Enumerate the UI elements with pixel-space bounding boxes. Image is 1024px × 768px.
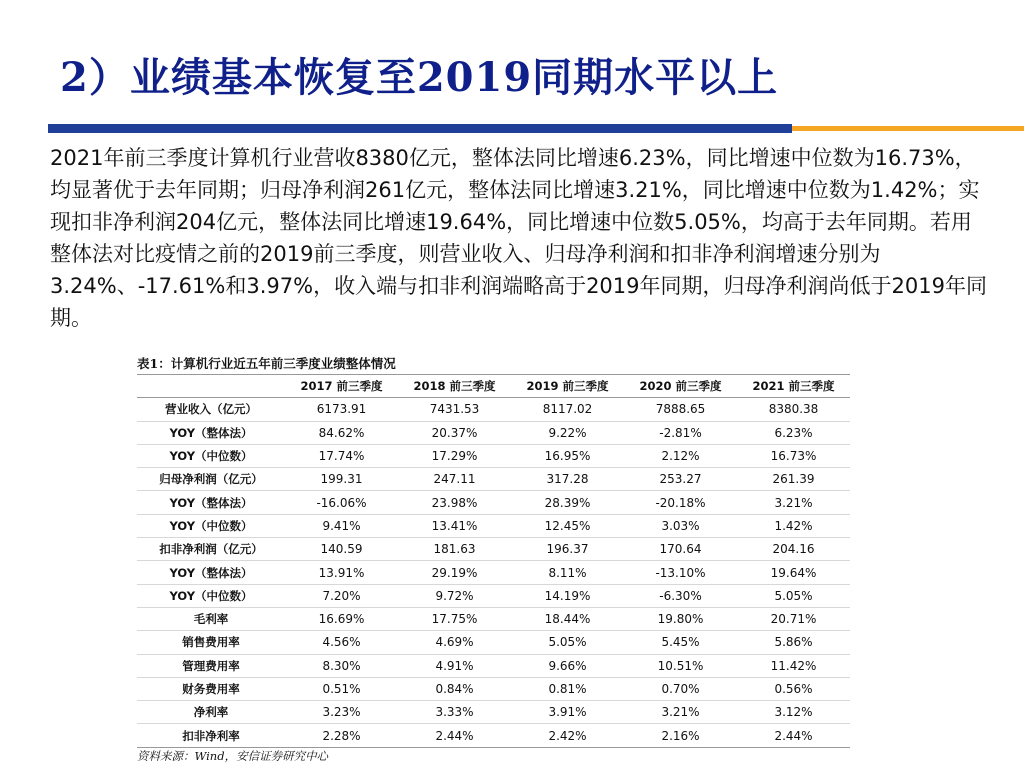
value-cell: 9.66% [511, 654, 624, 677]
value-cell: 8.11% [511, 561, 624, 584]
value-cell: 18.44% [511, 607, 624, 630]
title-underline-orange [792, 126, 1024, 131]
value-cell: 8.30% [285, 654, 398, 677]
table-row [137, 631, 850, 654]
table-row [137, 724, 850, 747]
value-cell: 16.73% [737, 444, 850, 467]
value-cell: 5.05% [737, 584, 850, 607]
row-label-cell: YOY（中位数） [137, 444, 285, 467]
value-cell: 5.05% [511, 631, 624, 654]
value-cell: 261.39 [737, 468, 850, 491]
value-cell: 17.29% [398, 444, 511, 467]
value-cell: -13.10% [624, 561, 737, 584]
header-cell-2021: 2021 前三季度 [737, 375, 850, 398]
header-cell-2020: 2020 前三季度 [624, 375, 737, 398]
value-cell: 13.91% [285, 561, 398, 584]
value-cell: 204.16 [737, 538, 850, 561]
value-cell: 140.59 [285, 538, 398, 561]
table-row [137, 444, 850, 467]
value-cell: 2.16% [624, 724, 737, 747]
value-cell: 13.41% [398, 514, 511, 537]
row-label-cell: YOY（中位数） [137, 584, 285, 607]
value-cell: 3.03% [624, 514, 737, 537]
value-cell: 8380.38 [737, 398, 850, 421]
table-row [137, 584, 850, 607]
row-label-cell: YOY（整体法） [137, 561, 285, 584]
value-cell: 5.45% [624, 631, 737, 654]
value-cell: 3.21% [737, 491, 850, 514]
value-cell: 29.19% [398, 561, 511, 584]
value-cell: -20.18% [624, 491, 737, 514]
row-label-cell: 管理费用率 [137, 654, 285, 677]
summary-paragraph: 2021年前三季度计算机行业营收8380亿元，整体法同比增速6.23%，同比增速中位数为16.73%，均显著优于去年同期；归母净利润261亿元，整体法同比增速3.21%，同比增速中位数为1.42%；实现扣非净利润204亿元，整体法同比增速19.64%，同比增速中位数5.05%，均高于去年同期。若用整体法对比疫情之前的2019前三季度，则营业收入、归母净利润和扣非净利润增速分别为3.24%、-17.61%和3.97%，收入端与扣非利润端略高于2019年同期，归母净利润尚低于2019年同期。 [50, 146, 987, 330]
table-row [137, 677, 850, 700]
value-cell: 3.21% [624, 701, 737, 724]
value-cell: 2.28% [285, 724, 398, 747]
value-cell: 7431.53 [398, 398, 511, 421]
header-cell-2018: 2018 前三季度 [398, 375, 511, 398]
value-cell: 0.70% [624, 677, 737, 700]
value-cell: 6173.91 [285, 398, 398, 421]
value-cell: 20.71% [737, 607, 850, 630]
value-cell: 3.12% [737, 701, 850, 724]
value-cell: 0.56% [737, 677, 850, 700]
header-cell-2019: 2019 前三季度 [511, 375, 624, 398]
value-cell: 3.33% [398, 701, 511, 724]
value-cell: 12.45% [511, 514, 624, 537]
value-cell: 23.98% [398, 491, 511, 514]
value-cell: -16.06% [285, 491, 398, 514]
value-cell: 16.69% [285, 607, 398, 630]
table-row [137, 538, 850, 561]
value-cell: -6.30% [624, 584, 737, 607]
value-cell: 9.22% [511, 421, 624, 444]
value-cell: 17.75% [398, 607, 511, 630]
table-row [137, 701, 850, 724]
value-cell: 0.81% [511, 677, 624, 700]
row-label-cell: 营业收入（亿元） [137, 398, 285, 421]
value-cell: 28.39% [511, 491, 624, 514]
row-label-cell: 财务费用率 [137, 677, 285, 700]
value-cell: 170.64 [624, 538, 737, 561]
title-underline-blue [48, 124, 792, 133]
table-caption: 表1：计算机行业近五年前三季度业绩整体情况 [137, 356, 396, 371]
value-cell: 0.51% [285, 677, 398, 700]
value-cell: 247.11 [398, 468, 511, 491]
row-label-cell: YOY（整体法） [137, 491, 285, 514]
value-cell: 199.31 [285, 468, 398, 491]
value-cell: 2.44% [398, 724, 511, 747]
value-cell: 4.56% [285, 631, 398, 654]
table-row [137, 421, 850, 444]
value-cell: 3.23% [285, 701, 398, 724]
row-label-cell: 毛利率 [137, 607, 285, 630]
value-cell: 6.23% [737, 421, 850, 444]
table-body [137, 398, 850, 747]
value-cell: 196.37 [511, 538, 624, 561]
value-cell: 17.74% [285, 444, 398, 467]
performance-table [137, 374, 850, 748]
value-cell: 14.19% [511, 584, 624, 607]
header-cell-2017: 2017 前三季度 [285, 375, 398, 398]
row-label-cell: 销售费用率 [137, 631, 285, 654]
value-cell: 2.12% [624, 444, 737, 467]
table-row [137, 561, 850, 584]
value-cell: 4.69% [398, 631, 511, 654]
value-cell: 4.91% [398, 654, 511, 677]
table-row [137, 607, 850, 630]
slide-title: 2）业绩基本恢复至2019同期水平以上 [60, 54, 779, 101]
value-cell: 19.80% [624, 607, 737, 630]
value-cell: 2.44% [737, 724, 850, 747]
value-cell: 20.37% [398, 421, 511, 444]
value-cell: 317.28 [511, 468, 624, 491]
value-cell: 8117.02 [511, 398, 624, 421]
value-cell: 84.62% [285, 421, 398, 444]
value-cell: 19.64% [737, 561, 850, 584]
row-label-cell: 归母净利润（亿元） [137, 468, 285, 491]
value-cell: 5.86% [737, 631, 850, 654]
value-cell: 7.20% [285, 584, 398, 607]
value-cell: 2.42% [511, 724, 624, 747]
value-cell: 1.42% [737, 514, 850, 537]
value-cell: 3.91% [511, 701, 624, 724]
table-row [137, 514, 850, 537]
row-label-cell: YOY（中位数） [137, 514, 285, 537]
table-row [137, 468, 850, 491]
value-cell: 0.84% [398, 677, 511, 700]
value-cell: -2.81% [624, 421, 737, 444]
value-cell: 16.95% [511, 444, 624, 467]
value-cell: 10.51% [624, 654, 737, 677]
value-cell: 7888.65 [624, 398, 737, 421]
row-label-cell: 净利率 [137, 701, 285, 724]
value-cell: 181.63 [398, 538, 511, 561]
value-cell: 11.42% [737, 654, 850, 677]
table-row [137, 491, 850, 514]
value-cell: 9.72% [398, 584, 511, 607]
table-header-row [137, 375, 850, 398]
row-label-cell: 扣非净利率 [137, 724, 285, 747]
row-label-cell: YOY（整体法） [137, 421, 285, 444]
source-note: 资料来源：Wind，安信证券研究中心 [137, 749, 329, 763]
row-label-cell: 扣非净利润（亿元） [137, 538, 285, 561]
value-cell: 9.41% [285, 514, 398, 537]
value-cell: 253.27 [624, 468, 737, 491]
table-row [137, 654, 850, 677]
header-cell-label [137, 375, 285, 398]
table-row [137, 398, 850, 421]
